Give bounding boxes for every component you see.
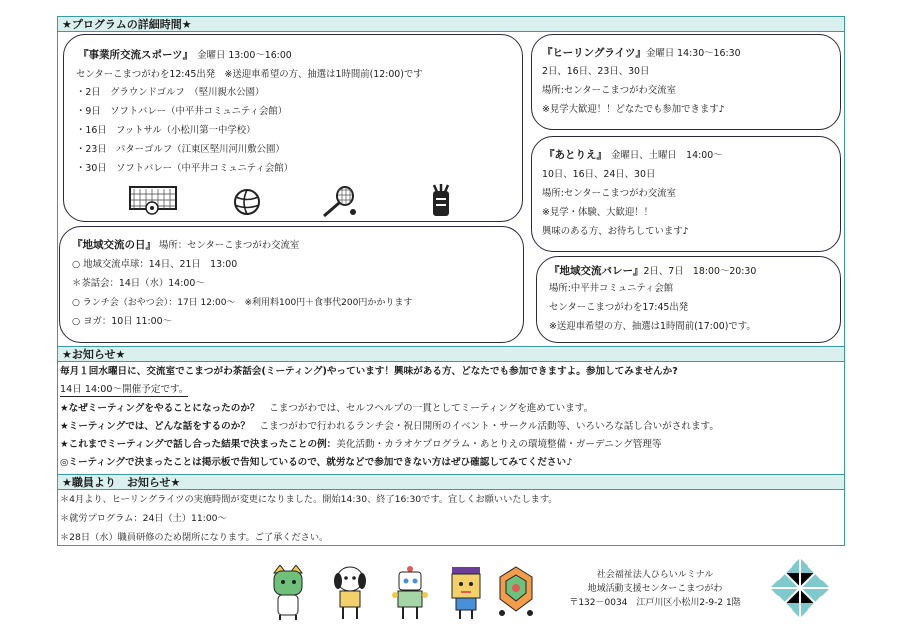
atorie-box [531,136,841,252]
sports-item: ・16日 フットサル（小松川第一中学校） [76,125,256,136]
healing-time: 金曜日 14:30～16:30 [646,48,741,59]
sports-box [63,34,523,222]
sports-item: ・2日 グラウンドゴルフ （堅川親水公園） [76,87,265,98]
atorie-place: 場所:センターこまつがわ交流室 [542,188,677,199]
atorie-note: 興味のある方、お待ちしています♪ [542,226,689,237]
oshirase-line6: ◎ミーティングで決まったことは掲示板で告知しているので、就労などで参加できない方はぜひ確認してみてください♪ [60,457,573,468]
chiiki-place: 場所：センターこまつがわ交流室 [158,240,300,251]
oshirase-line5: ★これまでミーティングで話し合った結果で決まったことの例：美化活動・カラオケプログラム・あとりえの環境整備・ガーデニング管理等 [60,439,662,450]
org-name: 社会福祉法人ひらいルミナル [596,570,714,580]
chiiki-title: 『地域交流の日』 [72,239,156,251]
atorie-title: 『あとりえ』 [544,149,602,161]
oshirase-header: ★お知らせ★ [57,346,845,362]
volley-time: 2日、7日 18:00～20:30 [643,266,757,277]
racket-icon [320,185,358,219]
staff-line: ＊4月より、ヒーリングライツの実施時間が変更になりました。開始14:30、終了16:30です。宜しくお願いいたします。 [60,494,558,505]
oshirase-line1: 毎月１回水曜日に、交流室でこまつがわ茶話会(ミーティング)やっています！興味がある方、どなたでも参加できますよ。参加してみませんか? [60,366,678,377]
oshirase-line3: ★なぜミーティングをやることになったのか？ こまつがわでは、セルフヘルプの一貫としてミーティングを進めています。 [60,403,594,414]
atorie-dates: 10日、16日、24日、30日 [542,169,656,180]
mascot-characters [268,565,538,621]
volley-depart: センターこまつがわを17:45出発 [549,302,689,313]
volley-place: 場所:中平井コミュニティ会館 [549,283,674,294]
org-center: 地域活動支援センターこまつがわ [587,584,723,594]
volley-note: ※送迎車希望の方、抽選は1時間前(17:00)です。 [549,321,756,332]
healing-title: 『ヒーリングライツ』 [542,47,647,59]
sports-time: 金曜日 13:00～16:00 [197,50,292,61]
volley-box [536,256,841,343]
staff-line: ＊28日（水）職員研修のため閉所になります。ご了承ください。 [60,532,329,543]
healing-note: ※見学大歓迎！！どなたでも参加できます♪ [542,104,725,115]
dog-mascot-icon [334,567,366,619]
soccer-goal-icon [128,185,180,215]
chiiki-item: ＊茶話会：14日（水）14:00～ [72,278,205,289]
sports-item: ・23日 パターゴルフ（江東区堅川河川敷公園） [76,144,285,155]
healing-dates: 2日、16日、23日、30日 [542,66,650,77]
org-info [555,568,755,610]
oshirase-line2: 14日 14:00～開催予定です。 [60,384,189,395]
staff-line: ＊就労プログラム：24日（土）11:00～ [60,513,227,524]
healing-place: 場所:センターこまつがわ交流室 [542,85,677,96]
golf-bag-icon [428,182,454,218]
staff-header: ★職員より お知らせ★ [57,474,845,490]
chiiki-item: ○ ランチ会（おやつ会）：17日 12:00～ ※利用料100円＋食事代200円かかります [72,298,413,308]
org-logo-icon [768,556,832,620]
volley-title: 『地域交流バレー』 [549,265,644,277]
volleyball-icon [230,188,264,216]
boy-mascot-icon [452,567,480,619]
cat-mascot-icon [274,565,302,620]
program-header: ★プログラムの詳細時間★ [57,16,845,32]
turtle-mascot-icon [499,567,533,616]
sports-item: ・9日 ソフトバレー（中平井コミュニティ会館） [76,106,288,117]
atorie-time: 金曜日、土曜日 14:00～ [611,150,723,161]
org-address: 〒132－0034 江戸川区小松川2-9-2 1階 [569,598,741,608]
oshirase-line4: ★ミーティングでは、どんな話をするのか？ こまつがわで行われるランチ会・祝日開所のイベント・サークル活動等、いろいろな話し合いがされます。 [60,421,719,432]
chiiki-item: ○ 地域交流卓球：14日、21日 13:00 [72,259,238,270]
robot-mascot-icon [392,566,428,619]
sports-item: ・30日 ソフトバレー（中平井コミュニティ会館） [76,163,294,174]
sports-title: 『事業所交流スポーツ』 [78,49,188,61]
healing-box [531,34,841,130]
sports-note: センターこまつがわを12:45出発 ※送迎車希望の方、抽選は1時間前(12:00)です [76,69,423,80]
atorie-note: ※見学・体験、大歓迎！！ [542,207,653,218]
chiiki-box [59,226,524,343]
chiiki-item: ○ ヨガ：10日 11:00～ [72,316,172,327]
